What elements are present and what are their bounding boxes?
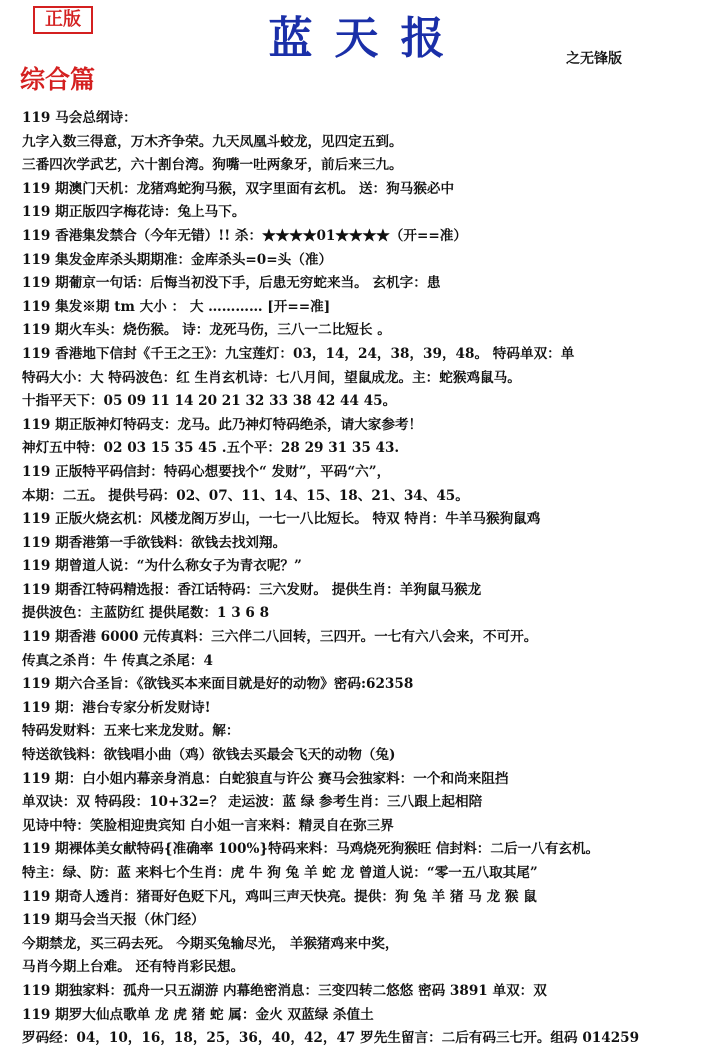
text-line: 特码发财料：五来七来龙发财。解： (22, 723, 240, 740)
page-title: 蓝天报 (268, 13, 467, 64)
text-line: 119 期澳门天机：龙猪鸡蛇狗马猴，双字里面有玄机。 送：狗马猴必中 (22, 180, 455, 197)
text-line: 119 期：港台专家分析发财诗! (22, 699, 211, 716)
text-line: 119 期正版四字梅花诗：兔上马下。 (22, 204, 246, 221)
text-line: 119 期香港 6000 元传真料：三六伴二八回转，三四开。一七有六八会来，不可开。 (22, 629, 538, 646)
text-line: 119 集发※期 tm 大小 ： 大 ………… [开==准] (22, 298, 331, 315)
text-line: 119 期独家料：孤舟一只五湖游 内幕绝密消息：三变四转二悠悠 密码 3891 单双：双 (22, 982, 547, 999)
text-line: 119 期香江特码精选报：香江话特码：三六发财。 提供生肖：羊狗鼠马猴龙 (22, 581, 482, 598)
text-line: 特主：绿、防：蓝 来料七个生肖：虎 牛 狗 兔 羊 蛇 龙 曾道人说：“零一五八取其尾” (22, 865, 538, 881)
text-line: 119 期曾道人说：“为什么称女子为青衣呢？” (22, 558, 302, 575)
text-line: 九字入数三得意，万木齐争荣。九天凤凰斗蛟龙，见四定五到。 (22, 133, 403, 150)
text-line: 119 正版特平码信封：特码心想要找个“ 发财”，平码“六”， (22, 463, 391, 480)
edition-label: 之无锋版 (566, 51, 622, 67)
text-line: 119 期六合圣旨：《欲钱买本来面目就是好的动物》密码:62358 (22, 676, 414, 693)
text-line: 119 期正版神灯特码支：龙马。此乃神灯特码绝杀，请大家参考！ (22, 416, 423, 433)
text-line: 神灯五中特：02 03 15 35 45 .五个平：28 29 31 35 43. (22, 440, 400, 457)
text-line: 传真之杀肖：牛 传真之杀尾：4 (22, 652, 213, 669)
text-line: 119 正版火烧玄机：风楼龙阁万岁山，一七一八比短长。 特双 特肖：牛羊马猴狗鼠鸡 (22, 511, 541, 528)
text-line: 马肖今期上台难。 还有特肖彩民想。 (22, 959, 245, 976)
text-line: 119 期火车头：烧伤猴。 诗：龙死马伤，三八一二比短长 。 (22, 322, 391, 339)
text-line: 119 马会总纲诗： (22, 110, 137, 126)
text-line: 119 期奇人透肖：猪哥好色贬下凡，鸡叫三声天快亮。提供：狗 兔 羊 猪 马 龙 猴 鼠 (22, 888, 537, 905)
text-line: 119 期马会当天报（休门经） (22, 912, 205, 929)
text-line: 单双诀：双 特码段：10+32=？ 走运波：蓝 绿 参考生肖：三八跟上起相陪 (22, 794, 483, 811)
text-line: 罗码经：04，10，16，18，25，36，40，42，47 罗先生留言：二后有码三七开。组码 014259 (22, 1030, 640, 1047)
text-line: 119 期罗大仙点歌单 龙 虎 猪 蛇 属：金火 双蓝绿 杀值土 (22, 1006, 374, 1023)
text-line: 特码大小：大 特码波色：红 生肖玄机诗：七八月间，望鼠成龙。主：蛇猴鸡鼠马。 (22, 369, 521, 386)
text-line: 119 集发金库杀头期期准：金库杀头=0=头（准） (22, 251, 333, 268)
content-lines (22, 107, 702, 1051)
section-title: 综合篇 (20, 65, 96, 94)
text-line: 特送欲钱料：欲钱唱小曲（鸡）欲钱去买最会飞天的动物（兔) (22, 747, 396, 764)
authentic-badge: 正版 (33, 6, 93, 34)
text-line: 三番四次学武艺，六十割台湾。狗嘴一吐两象牙，前后来三九。 (22, 157, 403, 174)
text-line: 119 香港地下信封《千王之王》：九宝莲灯：03，14，24，38，39，48。 特码单双：单 (22, 345, 575, 362)
text-line: 119 期香港第一手欲钱料：欲钱去找刘翔。 (22, 534, 287, 551)
text-line: 119 期：白小姐内幕亲身消息：白蛇狼直与许公 赛马会独家料：一个和尚来阻挡 (22, 770, 509, 787)
text-line: 十指平天下：05 09 11 14 20 21 32 33 38 42 44 45。 (22, 393, 397, 410)
text-line: 119 期葡京一句话：后悔当初没下手，后患无穷蛇来当。 玄机字：患 (22, 275, 441, 292)
text-line: 提供波色：主蓝防红 提供尾数：1 3 6 8 (22, 605, 270, 622)
text-line: 119 香港集发禁合（今年无错）!! 杀：★★★★01★★★★（开==准） (22, 227, 467, 244)
text-line: 119 期裸体美女献特码{准确率 100%}特码来料：马鸡烧死狗猴旺 信封料：二后一八有玄机。 (22, 841, 600, 858)
text-line: 今期禁龙，买三码去死。 今期买兔输尽光， 羊猴猪鸡来中奖， (22, 935, 399, 952)
text-line: 见诗中特：笑脸相迎贵宾知 白小姐一言来料：精灵自在弥三界 (22, 817, 394, 834)
text-line: 本期：二五。 提供号码：02、07、11、14、15、18、21、34、45。 (22, 487, 469, 504)
